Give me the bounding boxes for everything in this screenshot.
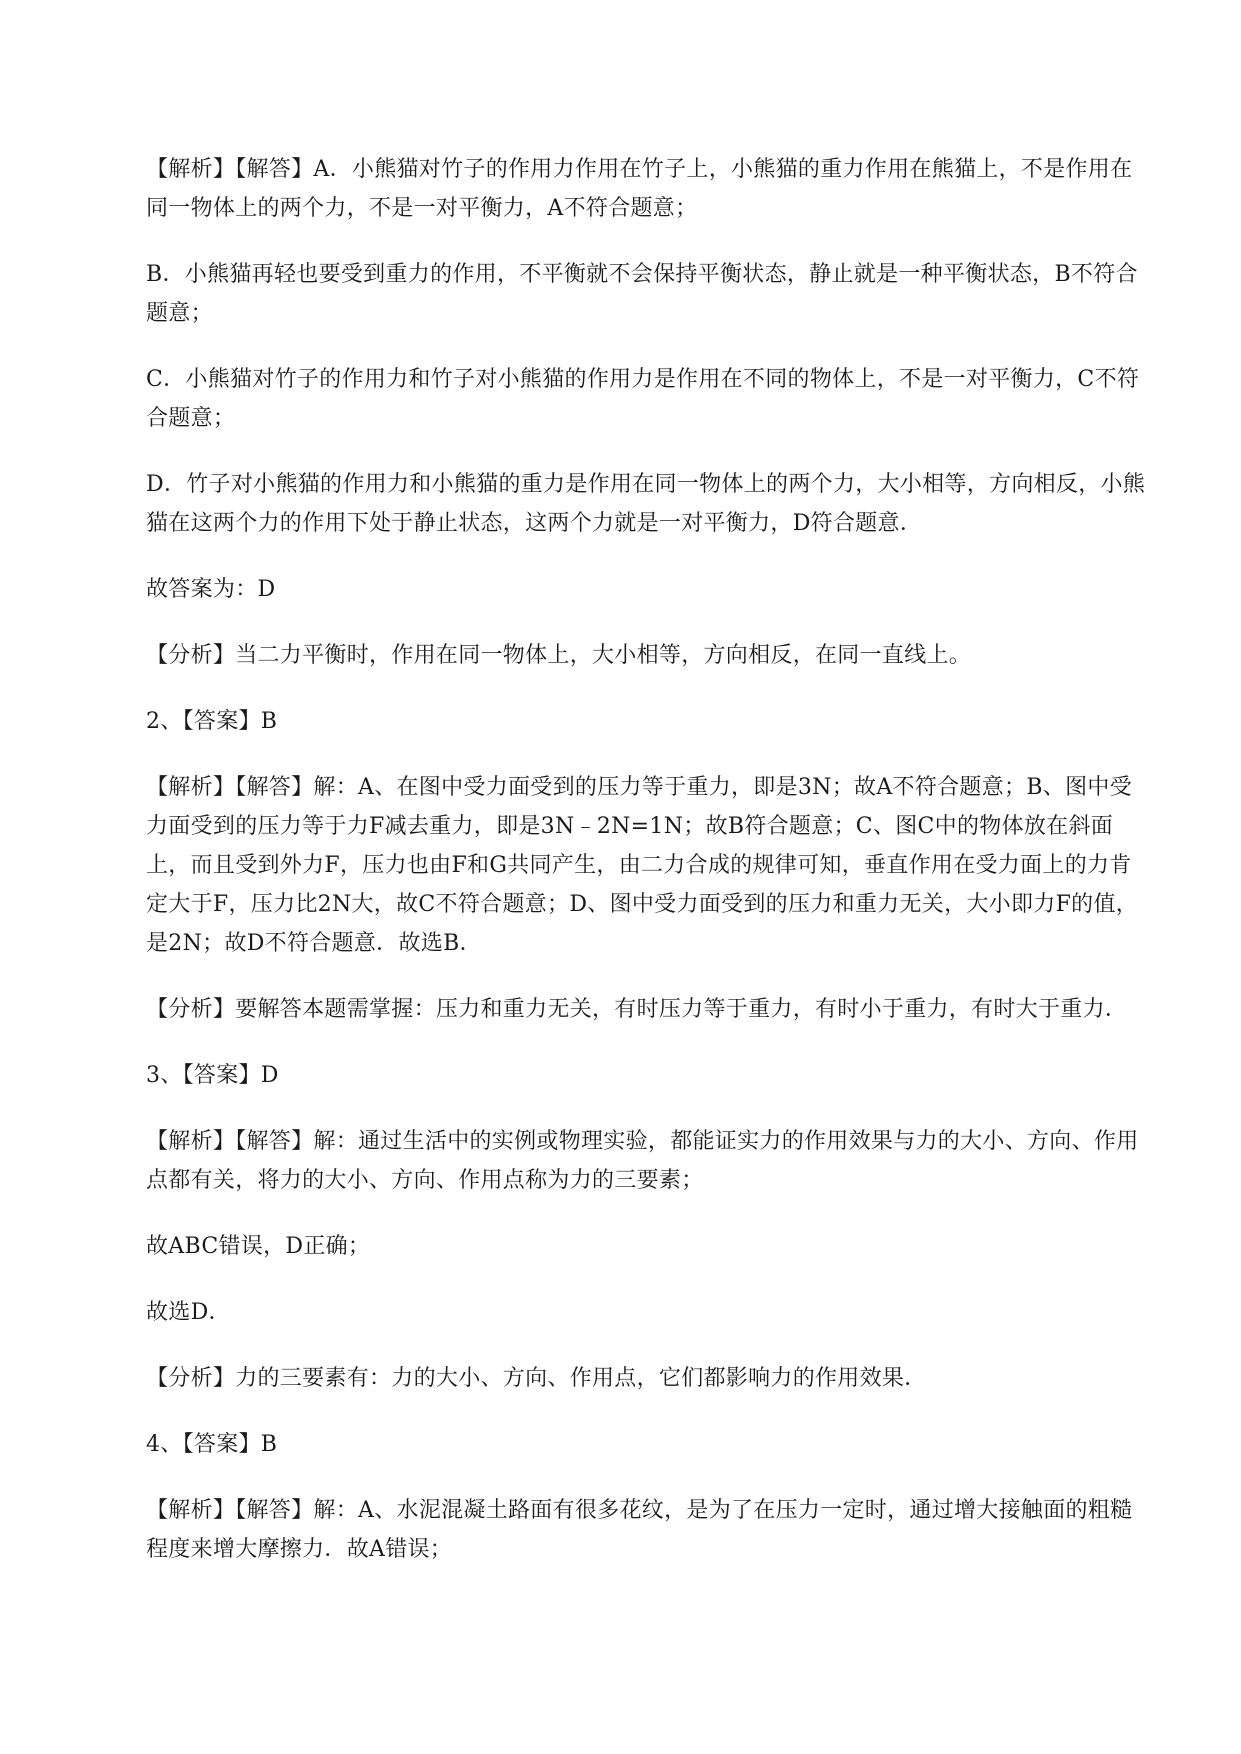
summary-q3: 【分析】力的三要素有：力的大小、方向、作用点，它们都影响力的作用效果．	[146, 1366, 927, 1391]
conclusion-q3: 故ABC错误，D正确；	[146, 1234, 371, 1259]
answer-heading-q4: 4、【答案】B	[146, 1432, 278, 1457]
choice-q3: 故选D．	[146, 1300, 231, 1325]
analysis-q1-option-b: B．小熊猫再轻也要受到重力的作用，不平衡就不会保持平衡状态，静止就是一种平衡状态，B不符合题意；	[146, 262, 1138, 326]
analysis-q1-option-c: C．小熊猫对竹子的作用力和竹子对小熊猫的作用力是作用在不同的物体上，不是一对平衡力，C不符合题意；	[146, 367, 1140, 431]
summary-q1: 【分析】当二力平衡时，作用在同一物体上，大小相等，方向相反，在同一直线上。	[146, 643, 972, 668]
analysis-q1-option-a: 【解析】【解答】A．小熊猫对竹子的作用力作用在竹子上，小熊猫的重力作用在熊猫上，不是作用在同一物体上的两个力，不是一对平衡力，A不符合题意；	[146, 157, 1133, 221]
answer-heading-q3: 3、【答案】D	[146, 1063, 279, 1088]
summary-q2: 【分析】要解答本题需掌握：压力和重力无关，有时压力等于重力，有时小于重力，有时大于重力．	[146, 997, 1128, 1022]
analysis-q4: 【解析】【解答】解：A、水泥混凝土路面有很多花纹，是为了在压力一定时，通过增大接触面的粗糙程度来增大摩擦力．故A错误；	[146, 1498, 1133, 1562]
answer-q1: 故答案为：D	[146, 577, 276, 602]
analysis-q2: 【解析】【解答】解：A、在图中受力面受到的压力等于重力，即是3N；故A不符合题意；B、图中受力面受到的压力等于力F减去重力，即是3N﹣2N=1N；故B符合题意；C、图C中的物体放在斜面上，而且受到外力F，压力也由F和G共同产生，由二力合成的规律可知，垂直作用在受力面上的力肯定大于F，压力比2N大，故C不符合题意；D、图中受力面受到的压力和重力无关，大小即力F的值，是2N；故D不符合题意．故选B．	[146, 775, 1139, 956]
analysis-q3: 【解析】【解答】解：通过生活中的实例或物理实验，都能证实力的作用效果与力的大小、方向、作用点都有关，将力的大小、方向、作用点称为力的三要素；	[146, 1129, 1139, 1193]
document-page	[146, 150, 1146, 1596]
analysis-q1-option-d: D．竹子对小熊猫的作用力和小熊猫的重力是作用在同一物体上的两个力，大小相等，方向相反，小熊猫在这两个力的作用下处于静止状态，这两个力就是一对平衡力，D符合题意．	[146, 472, 1146, 536]
answer-heading-q2: 2、【答案】B	[146, 709, 278, 734]
